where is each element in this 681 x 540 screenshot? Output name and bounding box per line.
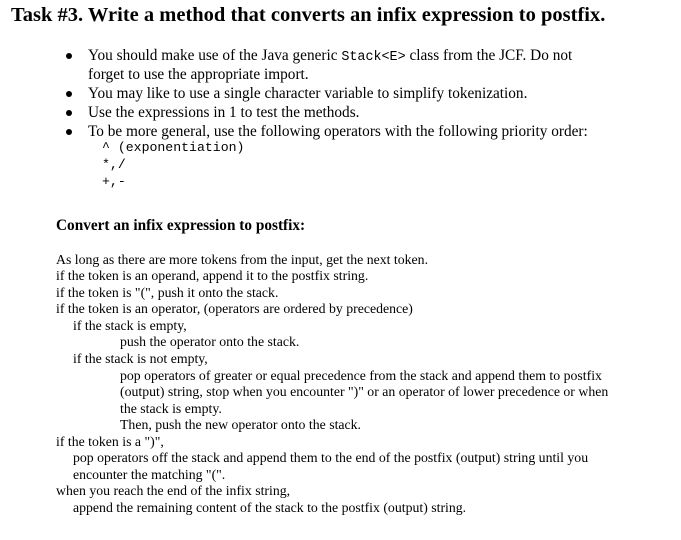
bullet-1-text-post: class from the JCF. Do not xyxy=(405,47,573,64)
algorithm-line: if the stack is not empty, xyxy=(73,351,208,366)
algorithm-line: Then, push the new operator onto the stack. xyxy=(120,417,361,432)
operator-row: +,- xyxy=(102,174,126,189)
algorithm-line: pop operators off the stack and append them to the end of the postfix (output) string until you xyxy=(73,450,589,465)
bullet-dot-icon xyxy=(66,129,72,135)
section-heading: Convert an infix expression to postfix: xyxy=(56,217,306,234)
bullet-2: You may like to use a single character variable to simplify tokenization. xyxy=(88,85,528,102)
algorithm-line: if the token is an operator, (operators are ordered by precedence) xyxy=(56,301,413,316)
bullet-1 xyxy=(88,46,572,67)
algorithm-line: encounter the matching "(". xyxy=(73,467,226,482)
bullet-4: To be more general, use the following operators with the following priority order: xyxy=(88,123,588,140)
algorithm-line: if the token is a ")", xyxy=(56,434,164,449)
bullet-1-line-2: forget to use the appropriate import. xyxy=(88,66,309,83)
algorithm-line: if the token is "(", push it onto the stack. xyxy=(56,285,279,300)
algorithm-line: push the operator onto the stack. xyxy=(120,334,300,349)
task-title: Task #3. Write a method that converts an infix expression to postfix. xyxy=(11,4,606,26)
algorithm-line: As long as there are more tokens from the input, get the next token. xyxy=(56,252,429,267)
operator-row: ^ (exponentiation) xyxy=(102,140,245,155)
bullet-3: Use the expressions in 1 to test the methods. xyxy=(88,104,360,121)
algorithm-line: the stack is empty. xyxy=(120,401,222,416)
algorithm-line: pop operators of greater or equal precedence from the stack and append them to postfix xyxy=(120,368,602,383)
algorithm-line: if the stack is empty, xyxy=(73,318,187,333)
algorithm-line: (output) string, stop when you encounter ")" or an operator of lower precedence or when xyxy=(120,384,609,399)
bullet-1-text-pre: You should make use of the Java generic xyxy=(88,47,342,64)
operator-row: *,/ xyxy=(102,157,126,172)
bullet-dot-icon xyxy=(66,53,72,59)
bullet-dot-icon xyxy=(66,110,72,116)
algorithm-line: if the token is an operand, append it to the postfix string. xyxy=(56,268,369,283)
algorithm-line: append the remaining content of the stack to the postfix (output) string. xyxy=(73,500,467,515)
algorithm-line: when you reach the end of the infix string, xyxy=(56,483,291,498)
bullet-dot-icon xyxy=(66,91,72,97)
stack-class-code: Stack<E> xyxy=(341,50,406,65)
